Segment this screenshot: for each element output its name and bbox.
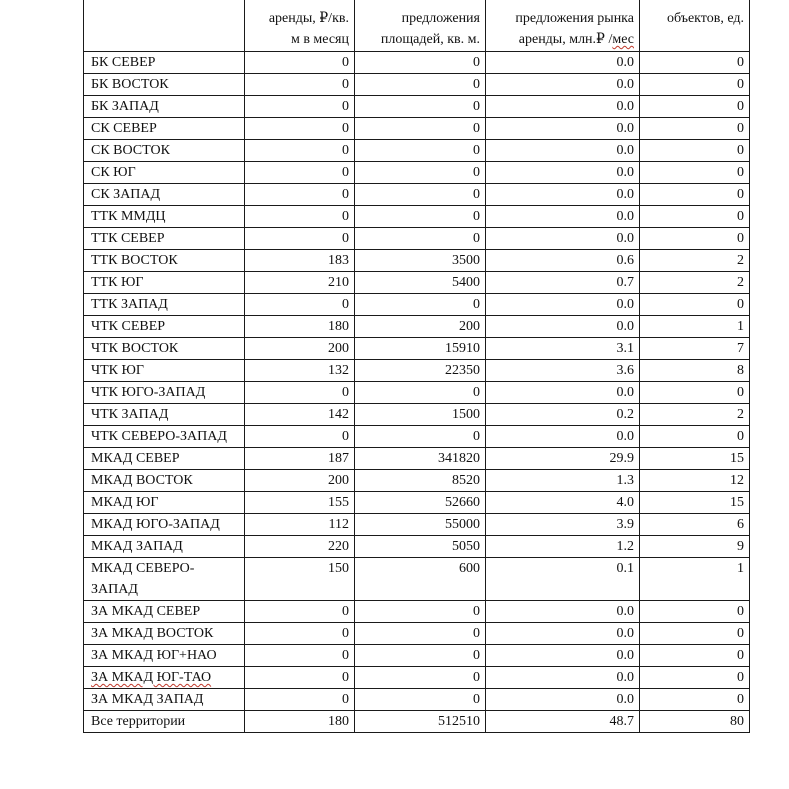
cell-market-volume: 0.0	[486, 294, 640, 316]
cell-territory-spellmark: ЗА МКАД ЮГ-ТАО	[91, 670, 212, 685]
cell-object-count: 9	[640, 536, 750, 558]
cell-rent-rate: 0	[245, 228, 355, 250]
header-offer-area	[355, 0, 486, 52]
cell-territory: ЗА МКАД ВОСТОК	[84, 623, 245, 645]
table-row	[84, 492, 750, 514]
cell-rent-rate: 0	[245, 426, 355, 448]
cell-market-volume: 1.3	[486, 470, 640, 492]
cell-object-count: 15	[640, 448, 750, 470]
table-row	[84, 558, 750, 601]
table-row	[84, 382, 750, 404]
cell-rent-rate: 155	[245, 492, 355, 514]
cell-offer-area: 0	[355, 206, 486, 228]
header-rent-rate	[245, 0, 355, 52]
header-territory	[84, 0, 245, 52]
table-row	[84, 667, 750, 689]
cell-object-count: 0	[640, 645, 750, 667]
cell-rent-rate: 150	[245, 558, 355, 601]
cell-territory: МКАД ЮГ	[84, 492, 245, 514]
cell-object-count: 6	[640, 514, 750, 536]
cell-market-volume: 0.6	[486, 250, 640, 272]
cell-offer-area: 200	[355, 316, 486, 338]
cell-territory: ЧТК ВОСТОК	[84, 338, 245, 360]
cell-object-count: 15	[640, 492, 750, 514]
cell-market-volume: 0.0	[486, 316, 640, 338]
cell-offer-area: 0	[355, 52, 486, 74]
cell-market-volume: 0.0	[486, 426, 640, 448]
cell-object-count: 0	[640, 294, 750, 316]
header-object-count	[640, 0, 750, 52]
cell-object-count: 2	[640, 404, 750, 426]
header-row	[84, 0, 750, 52]
cell-rent-rate: 0	[245, 206, 355, 228]
cell-market-volume: 0.0	[486, 645, 640, 667]
cell-offer-area: 0	[355, 667, 486, 689]
cell-rent-rate: 0	[245, 382, 355, 404]
cell-market-volume: 0.2	[486, 404, 640, 426]
cell-rent-rate: 0	[245, 601, 355, 623]
header-market-volume-line2-main: аренды, млн.₽ /	[518, 32, 613, 47]
cell-offer-area: 0	[355, 601, 486, 623]
cell-territory: БК ВОСТОК	[84, 74, 245, 96]
cell-market-volume: 0.0	[486, 689, 640, 711]
cell-rent-rate: 200	[245, 470, 355, 492]
cell-rent-rate: 187	[245, 448, 355, 470]
cell-market-volume: 1.2	[486, 536, 640, 558]
cell-offer-area: 0	[355, 162, 486, 184]
cell-market-volume: 0.0	[486, 206, 640, 228]
cell-offer-area: 0	[355, 623, 486, 645]
cell-object-count: 0	[640, 667, 750, 689]
cell-territory: СК ВОСТОК	[84, 140, 245, 162]
cell-territory: СК ЮГ	[84, 162, 245, 184]
cell-territory: ЗА МКАД ЗАПАД	[84, 689, 245, 711]
cell-offer-area: 52660	[355, 492, 486, 514]
cell-object-count: 0	[640, 601, 750, 623]
table-row	[84, 689, 750, 711]
cell-rent-rate: 132	[245, 360, 355, 382]
cell-object-count: 1	[640, 558, 750, 601]
cell-object-count: 0	[640, 382, 750, 404]
cell-object-count: 2	[640, 250, 750, 272]
cell-market-volume: 0.0	[486, 96, 640, 118]
cell-object-count: 0	[640, 74, 750, 96]
cell-territory: МКАД СЕВЕР	[84, 448, 245, 470]
cell-market-volume: 48.7	[486, 711, 640, 733]
cell-offer-area: 5050	[355, 536, 486, 558]
cell-market-volume: 3.9	[486, 514, 640, 536]
cell-territory: ЧТК СЕВЕР	[84, 316, 245, 338]
header-object-count-line2	[647, 29, 744, 50]
table-row	[84, 250, 750, 272]
cell-object-count: 0	[640, 140, 750, 162]
cell-offer-area: 55000	[355, 514, 486, 536]
table-row	[84, 601, 750, 623]
cell-object-count: 0	[640, 118, 750, 140]
cell-rent-rate: 180	[245, 316, 355, 338]
cell-rent-rate: 0	[245, 645, 355, 667]
header-rent-rate-line2: м в месяц	[290, 32, 349, 47]
cell-territory: ЧТК ЮГО-ЗАПАД	[84, 382, 245, 404]
cell-offer-area: 8520	[355, 470, 486, 492]
cell-market-volume: 0.0	[486, 601, 640, 623]
cell-rent-rate: 142	[245, 404, 355, 426]
cell-market-volume: 3.6	[486, 360, 640, 382]
cell-offer-area: 0	[355, 140, 486, 162]
cell-market-volume: 0.0	[486, 52, 640, 74]
table-row	[84, 448, 750, 470]
cell-territory: БК ЗАПАД	[84, 96, 245, 118]
cell-object-count: 7	[640, 338, 750, 360]
cell-offer-area: 1500	[355, 404, 486, 426]
table-row	[84, 360, 750, 382]
cell-market-volume: 0.7	[486, 272, 640, 294]
table-row	[84, 74, 750, 96]
cell-object-count: 0	[640, 184, 750, 206]
cell-rent-rate: 0	[245, 184, 355, 206]
table-row	[84, 228, 750, 250]
cell-market-volume: 0.0	[486, 74, 640, 96]
table-row	[84, 514, 750, 536]
cell-offer-area: 512510	[355, 711, 486, 733]
table-row	[84, 404, 750, 426]
cell-rent-rate: 0	[245, 96, 355, 118]
cell-offer-area: 15910	[355, 338, 486, 360]
cell-offer-area: 0	[355, 184, 486, 206]
cell-territory: МКАД ВОСТОК	[84, 470, 245, 492]
cell-offer-area: 0	[355, 382, 486, 404]
cell-rent-rate: 0	[245, 52, 355, 74]
cell-object-count: 0	[640, 206, 750, 228]
cell-rent-rate: 200	[245, 338, 355, 360]
header-market-volume-line1: предложения рынка	[515, 11, 634, 26]
cell-market-volume: 3.1	[486, 338, 640, 360]
cell-rent-rate: 0	[245, 689, 355, 711]
cell-rent-rate: 0	[245, 162, 355, 184]
header-offer-area-line2: площадей, кв. м.	[380, 32, 480, 47]
cell-market-volume: 4.0	[486, 492, 640, 514]
table-row	[84, 426, 750, 448]
cell-market-volume: 29.9	[486, 448, 640, 470]
cell-offer-area: 3500	[355, 250, 486, 272]
cell-offer-area: 0	[355, 294, 486, 316]
cell-object-count: 1	[640, 316, 750, 338]
cell-territory: МКАД ЗАПАД	[84, 536, 245, 558]
cell-rent-rate: 0	[245, 294, 355, 316]
cell-rent-rate: 220	[245, 536, 355, 558]
cell-territory: ЗА МКАД СЕВЕР	[84, 601, 245, 623]
table-body	[84, 52, 750, 733]
table-row	[84, 184, 750, 206]
cell-territory: МКАД ЮГО-ЗАПАД	[84, 514, 245, 536]
header-market-volume-spellmark: мес	[612, 32, 634, 47]
cell-offer-area: 22350	[355, 360, 486, 382]
cell-market-volume: 0.0	[486, 162, 640, 184]
table-row	[84, 272, 750, 294]
cell-object-count: 0	[640, 623, 750, 645]
cell-rent-rate: 180	[245, 711, 355, 733]
cell-object-count: 0	[640, 426, 750, 448]
cell-offer-area: 0	[355, 118, 486, 140]
cell-territory: ТТК ВОСТОК	[84, 250, 245, 272]
table-row	[84, 294, 750, 316]
header-object-count-line1: объектов, ед.	[666, 11, 744, 26]
cell-territory: ТТК СЕВЕР	[84, 228, 245, 250]
cell-territory: ЧТК ЗАПАД	[84, 404, 245, 426]
cell-market-volume: 0.0	[486, 140, 640, 162]
cell-object-count: 0	[640, 228, 750, 250]
table-row	[84, 140, 750, 162]
cell-offer-area: 0	[355, 228, 486, 250]
table-row	[84, 536, 750, 558]
cell-object-count: 80	[640, 711, 750, 733]
cell-rent-rate: 0	[245, 118, 355, 140]
cell-offer-area: 0	[355, 426, 486, 448]
cell-offer-area: 0	[355, 96, 486, 118]
table-row	[84, 645, 750, 667]
table-row	[84, 96, 750, 118]
cell-market-volume: 0.0	[486, 118, 640, 140]
cell-territory: ЧТК СЕВЕРО-ЗАПАД	[84, 426, 245, 448]
table-row	[84, 118, 750, 140]
cell-offer-area: 0	[355, 689, 486, 711]
cell-object-count: 0	[640, 162, 750, 184]
table-row	[84, 162, 750, 184]
cell-rent-rate: 112	[245, 514, 355, 536]
cell-offer-area: 341820	[355, 448, 486, 470]
cell-offer-area: 0	[355, 74, 486, 96]
cell-object-count: 12	[640, 470, 750, 492]
rental-stats-table	[83, 0, 750, 733]
cell-territory: ТТК ММДЦ	[84, 206, 245, 228]
cell-market-volume: 0.0	[486, 623, 640, 645]
cell-territory: БК СЕВЕР	[84, 52, 245, 74]
cell-rent-rate: 183	[245, 250, 355, 272]
cell-market-volume: 0.0	[486, 228, 640, 250]
cell-market-volume: 0.0	[486, 382, 640, 404]
cell-rent-rate: 0	[245, 667, 355, 689]
cell-offer-area: 5400	[355, 272, 486, 294]
header-offer-area-line1: предложения	[401, 11, 480, 26]
cell-market-volume: 0.1	[486, 558, 640, 601]
cell-territory: ЗА МКАД ЮГ+НАО	[84, 645, 245, 667]
cell-object-count: 8	[640, 360, 750, 382]
cell-offer-area: 0	[355, 645, 486, 667]
cell-object-count: 0	[640, 689, 750, 711]
header-market-volume	[486, 0, 640, 52]
cell-territory: Все территории	[84, 711, 245, 733]
cell-territory: СК ЗАПАД	[84, 184, 245, 206]
cell-territory: МКАД СЕВЕРО-ЗАПАД	[84, 558, 245, 601]
table-row	[84, 206, 750, 228]
table-row	[84, 470, 750, 492]
cell-territory: ЧТК ЮГ	[84, 360, 245, 382]
cell-rent-rate: 0	[245, 74, 355, 96]
table-row	[84, 52, 750, 74]
cell-market-volume: 0.0	[486, 184, 640, 206]
cell-territory: СК СЕВЕР	[84, 118, 245, 140]
cell-territory: ТТК ЮГ	[84, 272, 245, 294]
table-row	[84, 316, 750, 338]
table-header	[84, 0, 750, 52]
cell-territory: ТТК ЗАПАД	[84, 294, 245, 316]
cell-market-volume: 0.0	[486, 667, 640, 689]
header-rent-rate-line1: аренды, ₽/кв.	[268, 11, 349, 26]
cell-object-count: 0	[640, 96, 750, 118]
table-total-row	[84, 711, 750, 733]
cell-rent-rate: 0	[245, 140, 355, 162]
cell-offer-area: 600	[355, 558, 486, 601]
table-row	[84, 623, 750, 645]
table-row	[84, 338, 750, 360]
cell-territory	[84, 667, 245, 689]
header-market-volume-line2	[493, 29, 634, 50]
cell-rent-rate: 210	[245, 272, 355, 294]
cell-object-count: 2	[640, 272, 750, 294]
cell-object-count: 0	[640, 52, 750, 74]
cell-rent-rate: 0	[245, 623, 355, 645]
